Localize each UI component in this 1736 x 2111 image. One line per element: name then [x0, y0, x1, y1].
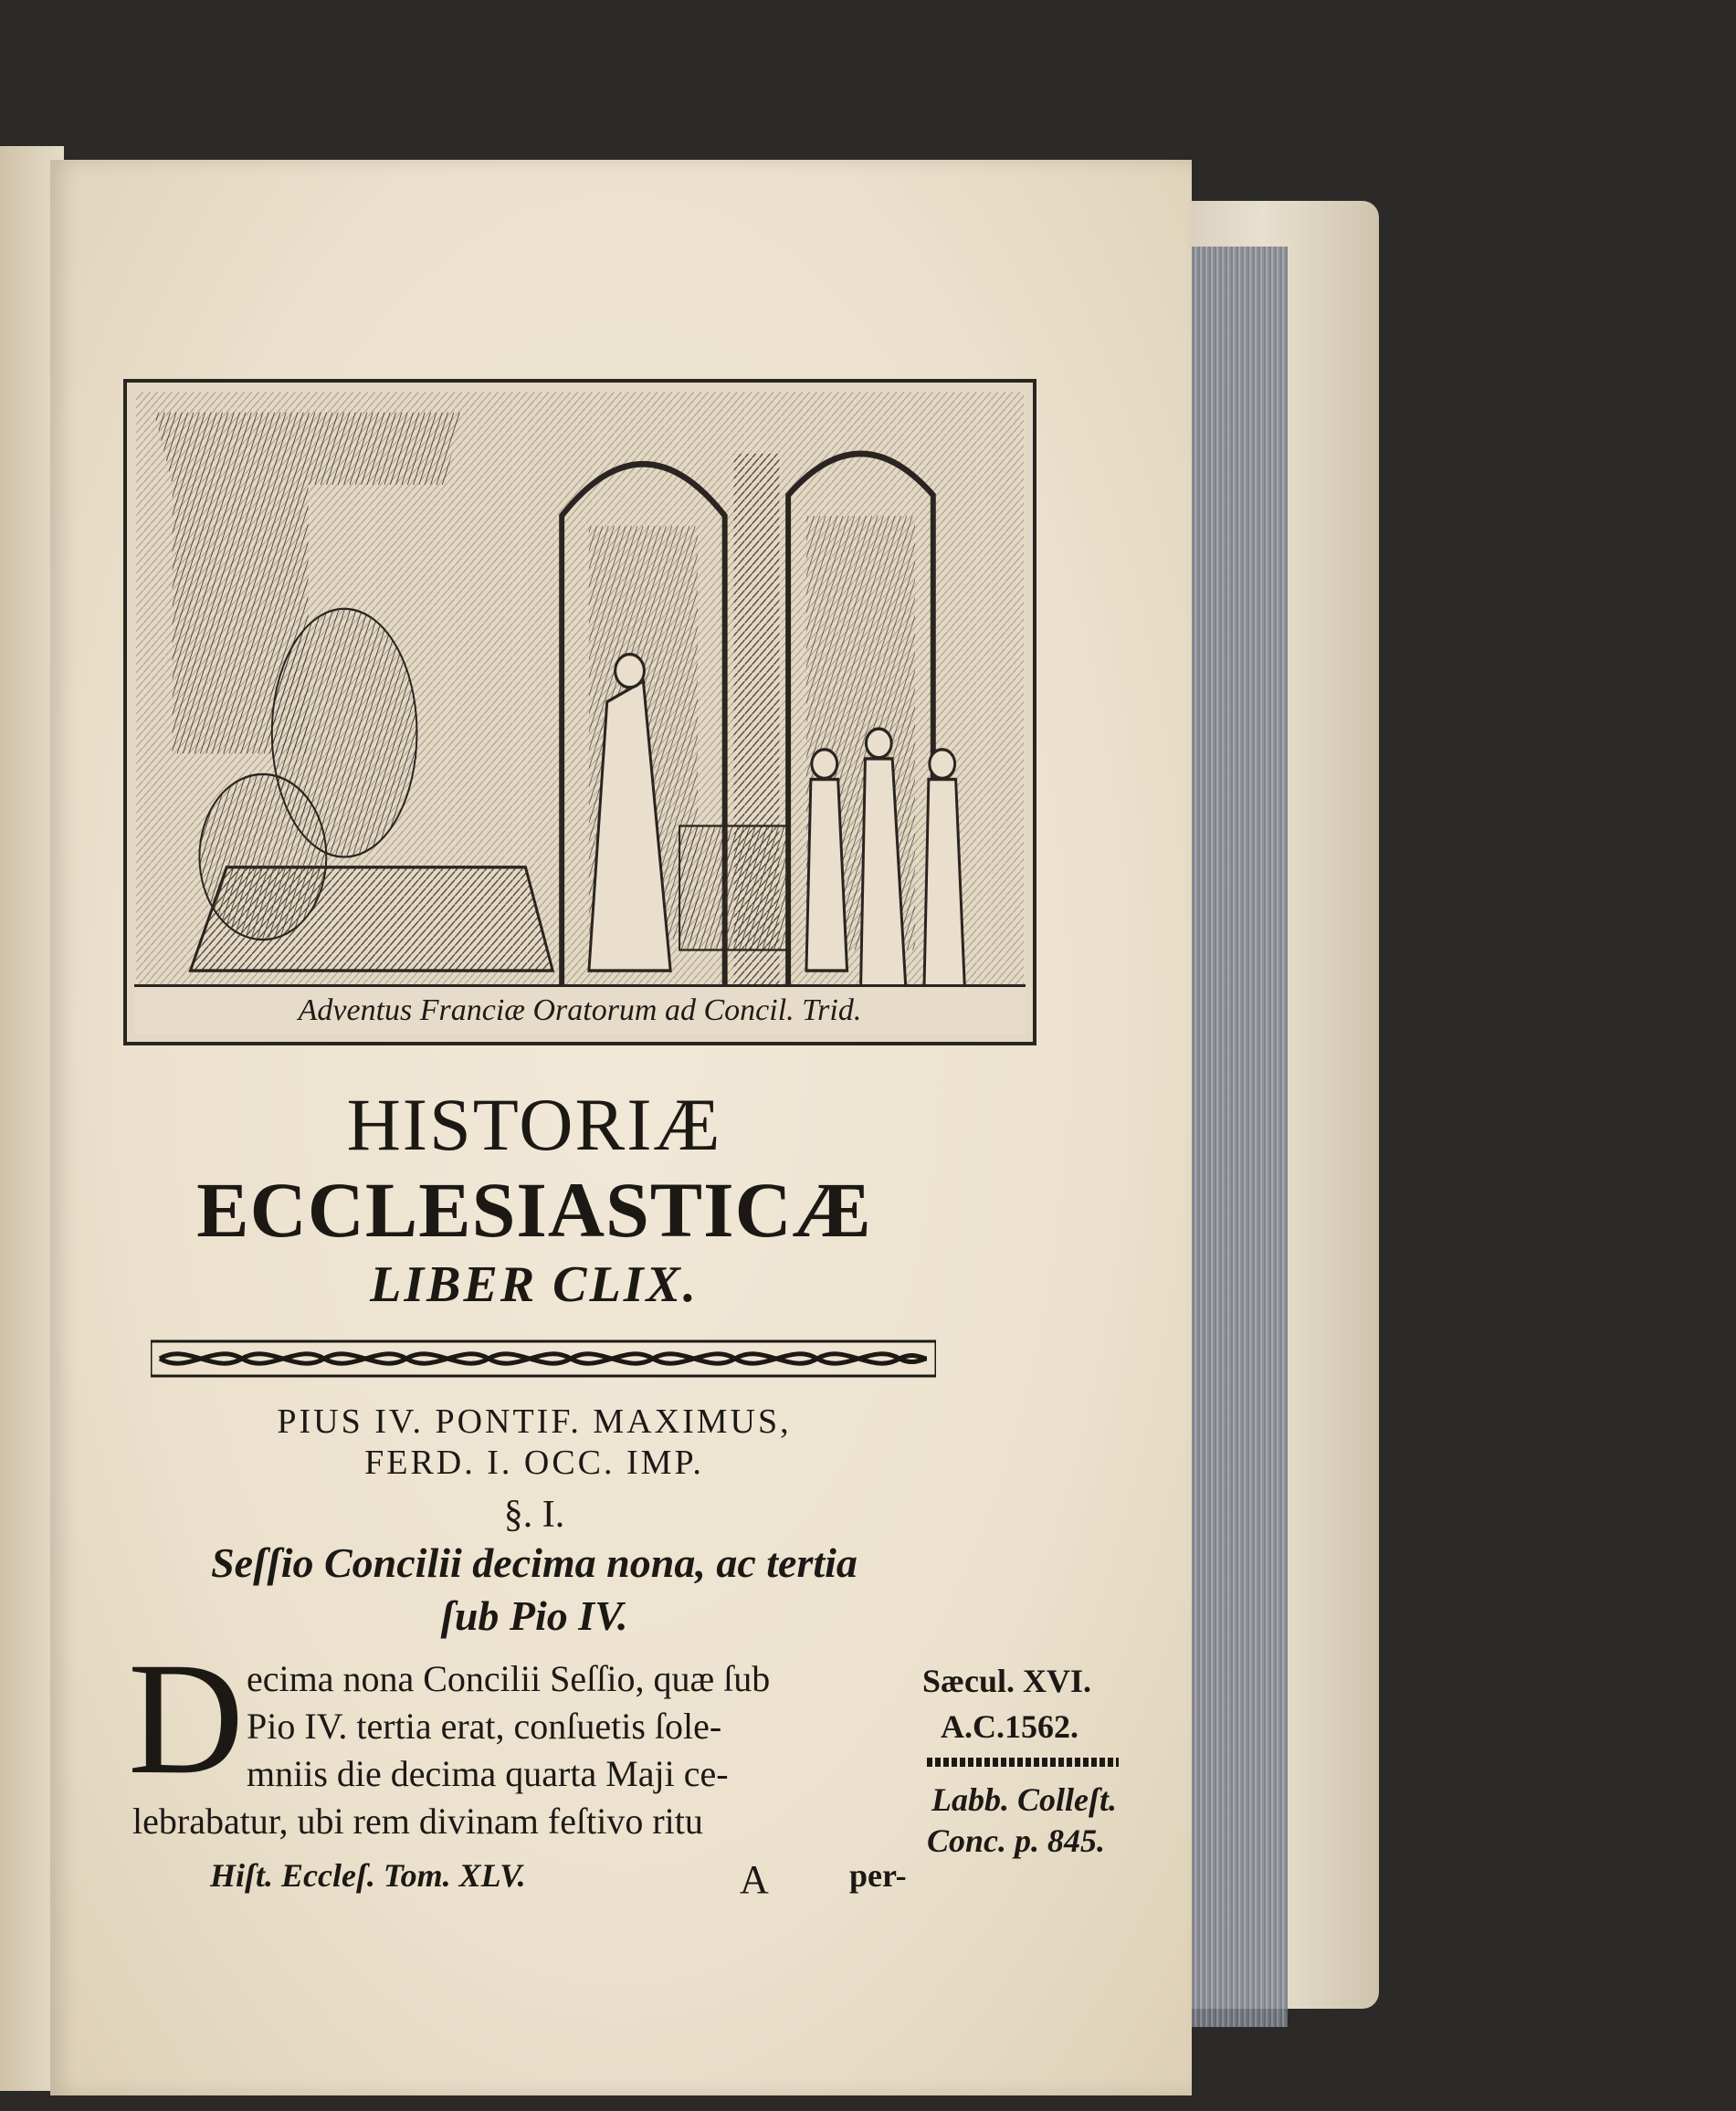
title-historiae: HISTORIÆ: [346, 1083, 722, 1166]
body-line-4: lebrabatur, ubi rem divinam feſtivo ritu: [132, 1801, 703, 1842]
body-line-1: ecima nona Concilii Seſſio, quæ ſub: [247, 1658, 771, 1699]
section-subtitle-1: Seſſio Concilii decima nona, ac tertia: [211, 1539, 857, 1586]
title-ecclesiasticae: ECCLESIASTICÆ: [196, 1166, 872, 1254]
section-number: §. I.: [503, 1494, 565, 1536]
ornament-band: [151, 1338, 936, 1380]
book-page: [50, 160, 1192, 2095]
heading-pontiff: PIUS IV. PONTIF. MAXIMUS,: [277, 1402, 792, 1441]
page-edges: [1187, 247, 1288, 2027]
footer-catchword: per-: [849, 1857, 907, 1894]
open-book: [0, 110, 1370, 2100]
margin-note-year: A.C.1562.: [941, 1708, 1078, 1745]
title-liber: LIBER CLIX.: [370, 1256, 699, 1313]
plate-caption: Adventus Franciæ Oratorum ad Concil. Trid.: [134, 984, 1026, 1034]
margin-rule: [927, 1758, 1119, 1767]
footer-signature: Hiſt. Eccleſ. Tom. XLV.: [210, 1857, 526, 1894]
margin-note-ref-1: Labb. Colleſt.: [931, 1781, 1117, 1818]
section-subtitle-2: ſub Pio IV.: [440, 1592, 628, 1639]
drop-capital: D: [128, 1630, 245, 1808]
engraving-plate: [123, 379, 1036, 1045]
body-line-3: mniis die decima quarta Maji ce-: [247, 1753, 729, 1794]
body-line-2: Pio IV. tertia erat, conſuetis ſole-: [247, 1706, 722, 1747]
margin-note-saecul: Sæcul. XVI.: [922, 1663, 1092, 1699]
engraving-illustration: [136, 392, 1024, 1033]
footer-signature-letter: A: [740, 1857, 769, 1902]
heading-emperor: FERD. I. OCC. IMP.: [364, 1444, 704, 1482]
margin-note-ref-2: Conc. p. 845.: [927, 1822, 1106, 1859]
